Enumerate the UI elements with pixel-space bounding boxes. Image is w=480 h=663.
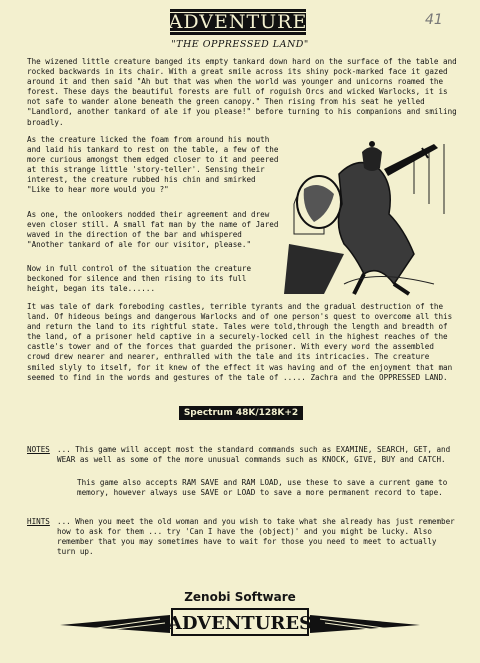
- notes-text-2: This game also accepts RAM SAVE and RAM LOAD, use these to save a current game to memory, however always use SAVE or LOAD to save a more permanent record to tape.: [77, 478, 448, 498]
- story-paragraph-4: Now in full control of the situation the creature beckoned for silence and then rising to its full height, began its tale......: [27, 264, 252, 294]
- hints-heading: HINTS: [27, 517, 50, 526]
- section-title-banner: [170, 9, 306, 35]
- section-title: ADVENTURE: [168, 11, 308, 33]
- platform-banner: [179, 406, 303, 420]
- hints-text: ... When you meet the old woman and you wish to take what she already has just remember how to ask for them ... try 'Can I have the (object)' and you might be lucky. Also remember that you may sometimes have to wait for those you need to meet to actually turn up.: [57, 517, 455, 557]
- story-paragraph-5: It was tale of dark foreboding castles, terrible tyrants and the gradual destruction of the land. Of hideous beings and dangerous Warlocks and of one person's quest to overcome all this and return the land to its rightful state. Tales were told,through the length and breadth of the land, of a prisoner held captive in a securely-locked cell in the highest reaches of the castle's tower and of the forces that guarded the prisoner. With every word the assembled crowd drew nearer and nearer, enthralled with the tale and its intricacies. The creature smiled slyly to itself, for it knew of the effect it was having and of the enjoyment that man seemed to find in the words and gestures of the tale of ..... Zachra and the OPPRESSED LAND.: [27, 302, 453, 382]
- logo-text: ADVENTURES: [167, 613, 313, 634]
- story-paragraph-1: The wizened little creature banged its empty tankard down hard on the surface of the table and rocked backwards in its chair. With a great smile across its shiny pock-marked face it gazed around it and then said "Ah but that was when the world was younger and unicorns roamed the forest. These days the beautiful forests are full of roguish Orcs and wicked Warlocks, it is not safe to wander alone beneath the green canopy." Then rising from his seat he yelled "Landlord, another tankard of ale if you please!" before turning to his companions and smiling broadly.: [27, 57, 457, 127]
- warrior-illustration: [284, 134, 456, 296]
- page-number: 41: [425, 12, 443, 28]
- notes-heading: NOTES: [27, 445, 50, 454]
- publisher-logo: [40, 603, 440, 639]
- notes-text-1: ... This game will accept most the standard commands such as EXAMINE, SEARCH, GET, and WEAR as well as some of the more unusual commands such as KNOCK, GIVE, BUY and CATCH.: [57, 445, 451, 465]
- platform-label: Spectrum 48K/128K+2: [183, 408, 299, 418]
- publisher-name: Zenobi Software: [184, 590, 296, 604]
- story-subtitle: "THE OPPRESSED LAND": [171, 39, 309, 50]
- story-paragraph-2: As the creature licked the foam from around his mouth and laid his tankard to rest on the table, a few of the more curious amongst them edged closer to it and peered at this strange little 'story-teller'. Sensing their interest, the creature rubbed his chin and smirked "Like to hear more would you ?": [27, 135, 279, 195]
- story-paragraph-3: As one, the onlookers nodded their agreement and drew even closer still. A small fat man by the name of Jared waved in the direction of the bar and whispered "Another tankard of ale for our visitor, please.": [27, 210, 279, 250]
